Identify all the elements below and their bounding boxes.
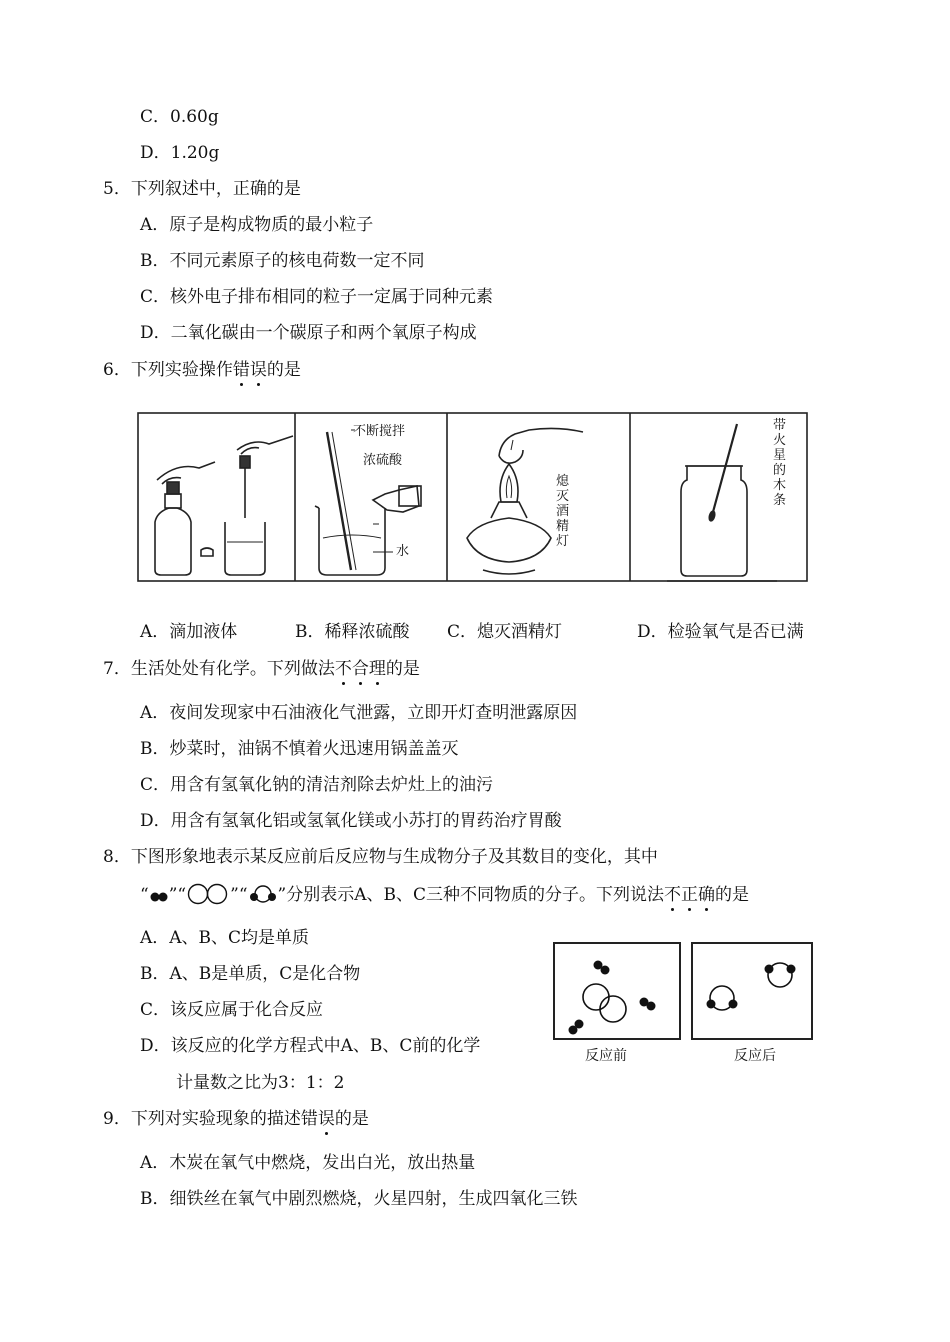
q7-option-d: D．用含有氢氧化铝或氢氧化镁或小苏打的胃药治疗胃酸 bbox=[140, 811, 562, 831]
q7-stem: 7．生活处处有化学。下列做法不合理的是 bbox=[103, 659, 420, 679]
q6-option-c: C．熄灭酒精灯 bbox=[447, 622, 563, 642]
q9-option-a: A．木炭在氧气中燃烧，发出白光，放出热量 bbox=[140, 1153, 476, 1173]
q8-stem-line1: 8．下图形象地表示某反应前后反应物与生成物分子及其数目的变化，其中 bbox=[103, 847, 658, 867]
q6-stem: 6．下列实验操作错误的是 bbox=[103, 360, 301, 380]
q4-option-c: C．0.60g bbox=[140, 107, 219, 127]
label-extinguish-lamp: 熄灭酒精灯 bbox=[555, 474, 569, 549]
molecule-a-icon bbox=[149, 889, 169, 903]
q5-option-c: C．核外电子排布相同的粒子一定属于同种元素 bbox=[140, 287, 494, 307]
q9-stem: 9．下列对实验现象的描述错误的是 bbox=[103, 1109, 369, 1129]
q8-stem-line2: “ ”“ ”“ ”分别表示A、B、C三种不同物质的分子。下列说法不正确的是 bbox=[140, 882, 749, 906]
emphasis-dot: 错 bbox=[232, 360, 250, 380]
q8-option-b: B．A、B是单质，C是化合物 bbox=[140, 964, 361, 984]
label-before-reaction: 反应前 bbox=[585, 1048, 627, 1064]
q8-option-d-continued: 计量数之比为3：1：2 bbox=[176, 1073, 345, 1093]
label-stir: 不断搅拌 bbox=[353, 424, 406, 439]
q6-lab-figure bbox=[137, 410, 809, 586]
q4-option-d: D．1.20g bbox=[140, 143, 220, 163]
molecule-c-icon bbox=[248, 882, 278, 906]
q5-stem: 5．下列叙述中，正确的是 bbox=[103, 179, 301, 199]
q7-option-b: B．炒菜时，油锅不慎着火迅速用锅盖盖灭 bbox=[140, 739, 459, 759]
q8-option-c: C．该反应属于化合反应 bbox=[140, 1000, 324, 1020]
q6-option-a: A．滴加液体 bbox=[140, 622, 238, 642]
emphasis-dot: 不 bbox=[334, 659, 352, 679]
label-conc-sulfuric-acid: 浓硫酸 bbox=[363, 453, 403, 468]
emphasis-dot: 合 bbox=[351, 659, 369, 679]
q6-option-d: D．检验氧气是否已满 bbox=[637, 622, 804, 642]
q5-option-a: A．原子是构成物质的最小粒子 bbox=[140, 215, 374, 235]
q8-option-a: A．A、B、C均是单质 bbox=[140, 928, 310, 948]
q9-option-b: B．细铁丝在氧气中剧烈燃烧，火星四射，生成四氧化三铁 bbox=[140, 1189, 578, 1209]
emphasis-dot: 误 bbox=[249, 360, 267, 380]
molecule-b-icon bbox=[186, 883, 230, 905]
emphasis-dot: 不 bbox=[664, 885, 681, 905]
q8-option-d: D．该反应的化学方程式中A、B、C前的化学 bbox=[140, 1036, 481, 1056]
q7-option-c: C．用含有氢氧化钠的清洁剂除去炉灶上的油污 bbox=[140, 775, 494, 795]
label-after-reaction: 反应后 bbox=[734, 1048, 776, 1064]
label-glowing-splint: 带火星的木条 bbox=[772, 418, 786, 508]
q7-option-a: A．夜间发现家中石油液化气泄露，立即开灯查明泄露原因 bbox=[140, 703, 578, 723]
label-water: 水 bbox=[396, 544, 410, 559]
q5-option-b: B．不同元素原子的核电荷数一定不同 bbox=[140, 251, 425, 271]
q6-option-b: B．稀释浓硫酸 bbox=[295, 622, 410, 642]
emphasis-dot: 误 bbox=[317, 1109, 335, 1129]
emphasis-dot: 确 bbox=[698, 885, 715, 905]
q5-option-d: D．二氧化碳由一个碳原子和两个氧原子构成 bbox=[140, 323, 477, 343]
emphasis-dot: 正 bbox=[681, 885, 698, 905]
emphasis-dot: 理 bbox=[368, 659, 386, 679]
